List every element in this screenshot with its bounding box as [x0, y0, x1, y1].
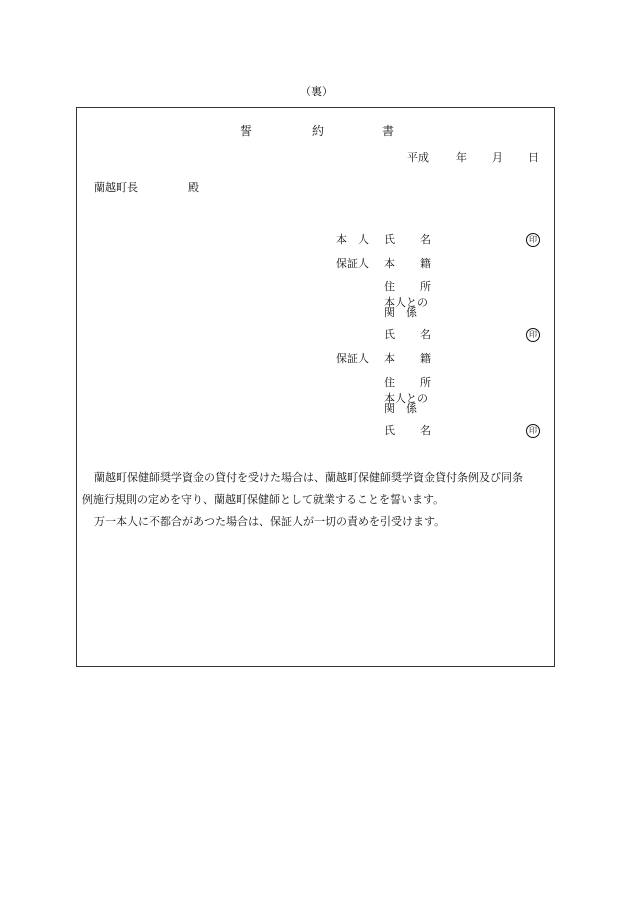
title-char-3: 書 [382, 124, 395, 138]
guarantor2-name-label-2: 名 [420, 424, 431, 437]
guarantor2-relation-label-line1: 本人との [384, 392, 428, 405]
guarantor1-relation-label [384, 298, 428, 318]
addressee-name: 蘭越町長 [94, 181, 138, 194]
addressee-honorific: 殿 [188, 181, 199, 194]
guarantor2-domicile-label-2: 籍 [420, 352, 431, 365]
guarantor1-domicile-label-2: 籍 [420, 257, 431, 270]
principal-role-label: 本 人 [336, 233, 369, 246]
guarantor1-relation-label-line2: 関 係 [384, 306, 417, 319]
date-month-label: 月 [492, 151, 503, 164]
guarantor2-address-label-2: 所 [420, 376, 431, 389]
page-side-label: （裏） [300, 85, 333, 98]
guarantor2-role-label: 保証人 [336, 352, 369, 365]
guarantor1-relation-label-line1: 本人との [384, 296, 428, 309]
date-era: 平成 [407, 151, 429, 164]
date-day-label: 日 [528, 151, 539, 164]
guarantor2-domicile-label-1: 本 [384, 352, 395, 365]
guarantor1-name-label-2: 名 [420, 328, 431, 341]
pledge-form-frame [76, 107, 555, 667]
guarantor1-seal-icon: 印 [526, 328, 540, 342]
guarantor1-address-label-2: 所 [420, 280, 431, 293]
pledge-paragraph-1-line2: 例施行規則の定めを守り、蘭越町保健師として就業することを誓います。 [82, 493, 445, 506]
pledge-paragraph-2: 万一本人に不都合があつた場合は、保証人が一切の責めを引受けます。 [94, 515, 446, 528]
principal-name-label-2: 名 [420, 233, 431, 246]
guarantor2-name-label-1: 氏 [384, 424, 395, 437]
title-char-2: 約 [312, 124, 325, 138]
date-year-label: 年 [456, 151, 467, 164]
pledge-paragraph-1-line1: 蘭越町保健師奨学資金の貸付を受けた場合は、蘭越町保健師奨学資金貸付条例及び同条 [94, 471, 523, 484]
principal-seal-icon: 印 [526, 233, 540, 247]
guarantor1-role-label: 保証人 [336, 257, 369, 270]
guarantor1-domicile-label-1: 本 [384, 257, 395, 270]
guarantor1-name-label-1: 氏 [384, 328, 395, 341]
title-char-1: 誓 [240, 124, 253, 138]
guarantor2-relation-label [384, 394, 428, 414]
guarantor2-address-label-1: 住 [384, 376, 395, 389]
guarantor2-relation-label-line2: 関 係 [384, 402, 417, 415]
guarantor1-address-label-1: 住 [384, 280, 395, 293]
principal-name-label-1: 氏 [384, 233, 395, 246]
guarantor2-seal-icon: 印 [526, 424, 540, 438]
